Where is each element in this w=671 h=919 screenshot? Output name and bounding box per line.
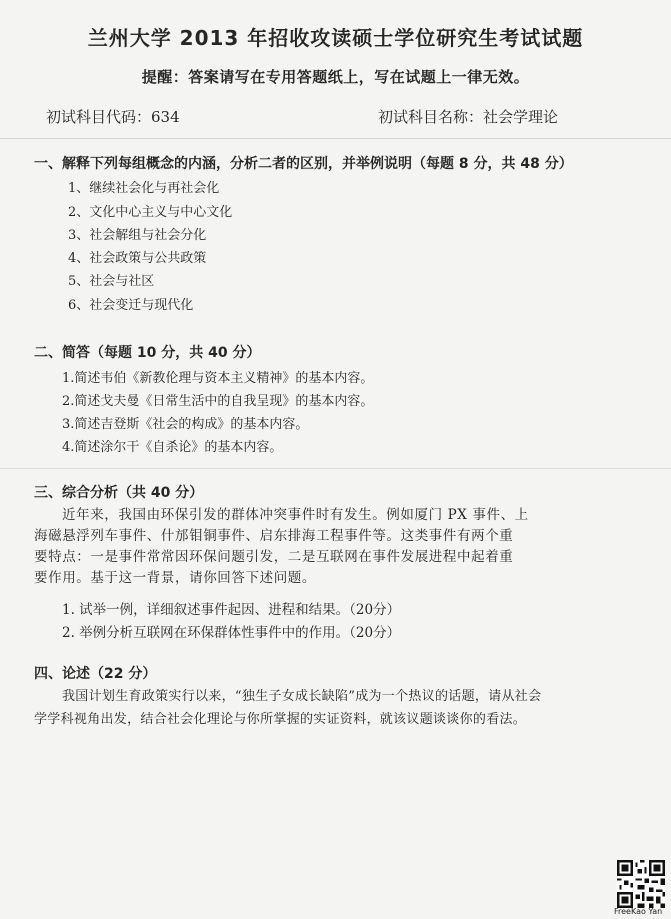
section-2-item: 2.简述戈夫曼《日常生活中的自我呈现》的基本内容。 [62, 394, 374, 409]
section-2-heading: 二、简答（每题 10 分，共 40 分） [34, 345, 261, 361]
section-3-paragraph-line: 要作用。基于这一背景，请你回答下述问题。 [34, 570, 316, 586]
divider [0, 138, 671, 139]
section-2-item: 4.简述涂尔干《自杀论》的基本内容。 [62, 440, 283, 455]
section-3-paragraph-line: 近年来，我国由环保引发的群体冲突事件时有发生。例如厦门 PX 事件、上 [62, 507, 529, 523]
section-1-item: 6、社会变迁与现代化 [68, 298, 194, 313]
section-4-paragraph-line: 学学科视角出发，结合社会化理论与你所掌握的实证资料，就该议题谈谈你的看法。 [34, 712, 527, 727]
subject-code: 初试科目代码：634 [46, 108, 180, 126]
section-1-item: 1、继续社会化与再社会化 [68, 181, 220, 196]
section-1-heading: 一、解释下列每组概念的内涵，分析二者的区别，并举例说明（每题 8 分，共 48 分） [34, 156, 573, 172]
section-2-item: 3.简述吉登斯《社会的构成》的基本内容。 [62, 417, 309, 432]
section-2-item: 1.简述韦伯《新教伦理与资本主义精神》的基本内容。 [62, 371, 374, 386]
divider [0, 468, 671, 469]
subject-name: 初试科目名称：社会学理论 [378, 108, 559, 126]
section-3-paragraph-line: 海磁悬浮列车事件、什邡钼铜事件、启东排海工程事件等。这类事件有两个重 [34, 528, 514, 544]
answer-notice: 提醒：答案请写在专用答题纸上，写在试题上一律无效。 [141, 68, 530, 86]
section-3-item: 2. 举例分析互联网在环保群体性事件中的作用。（20分） [62, 625, 401, 641]
brand-label: FreeKao Yan [614, 907, 663, 916]
section-1-item: 5、社会与社区 [68, 274, 155, 289]
section-4-paragraph-line: 我国计划生育政策实行以来，“独生子女成长缺陷”成为一个热议的话题，请从社会 [62, 689, 542, 704]
section-1-item: 3、社会解组与社会分化 [68, 228, 207, 243]
qr-code-icon [617, 860, 665, 908]
section-4-heading: 四、论述（22 分） [34, 666, 157, 682]
section-3-paragraph-line: 要特点：一是事件常常因环保问题引发，二是互联网在事件发展进程中起着重 [34, 549, 514, 565]
section-1-item: 2、文化中心主义与中心文化 [68, 205, 233, 220]
section-3-item: 1. 试举一例，详细叙述事件起因、进程和结果。（20分） [62, 602, 401, 618]
section-3-heading: 三、综合分析（共 40 分） [34, 485, 204, 501]
exam-title: 兰州大学 2013 年招收攻读硕士学位研究生考试试题 [87, 26, 584, 50]
section-1-item: 4、社会政策与公共政策 [68, 251, 207, 266]
